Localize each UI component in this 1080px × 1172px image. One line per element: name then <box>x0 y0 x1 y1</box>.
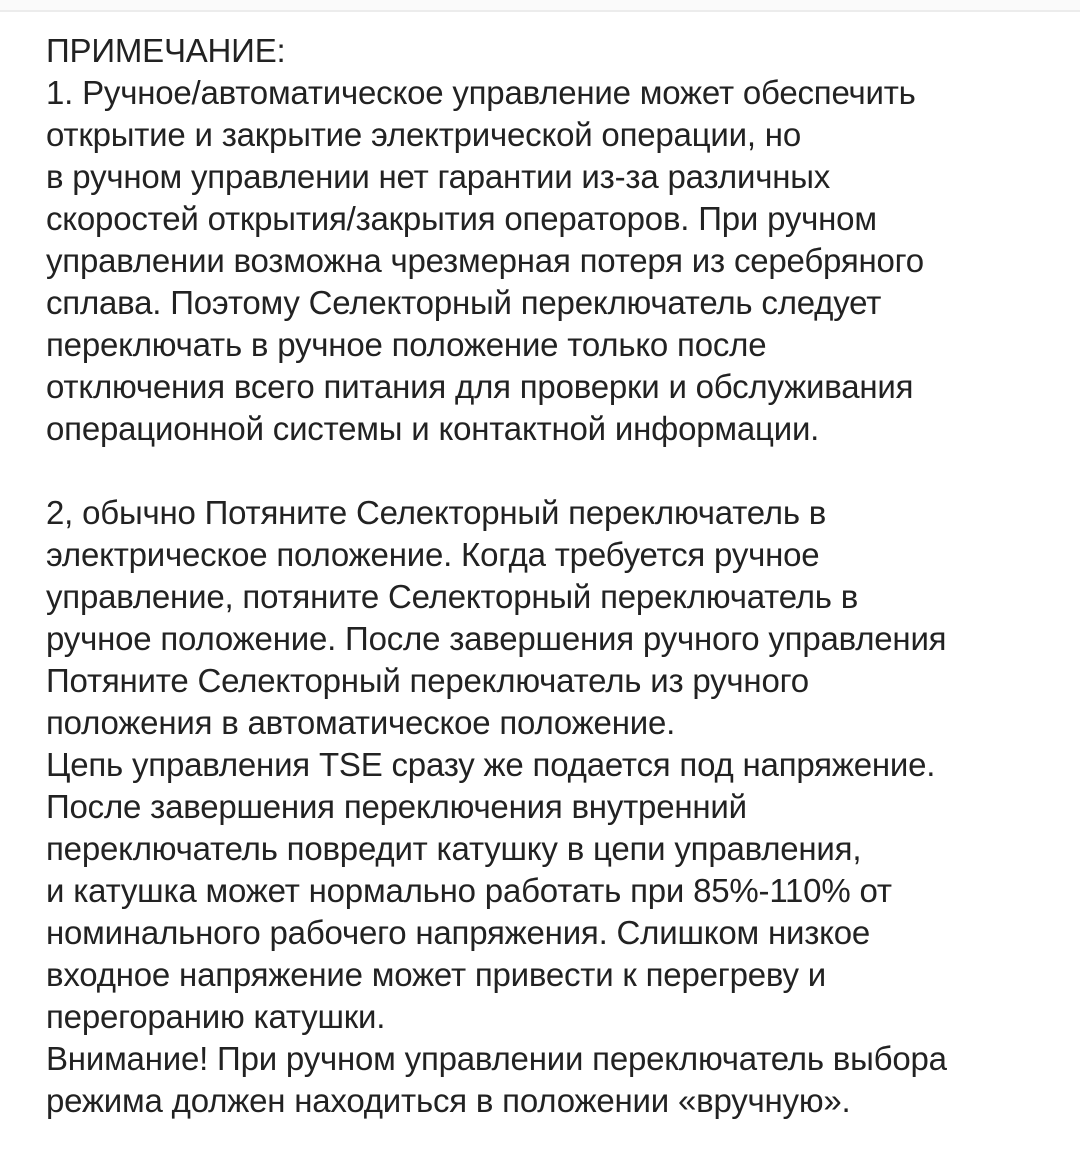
text-line: ручное положение. После завершения ручного управления <box>46 620 947 657</box>
text-line: открытие и закрытие электрической операции, но <box>46 116 801 153</box>
text-line: После завершения переключения внутренний <box>46 788 747 825</box>
text-line: переключатель повредит катушку в цепи управления, <box>46 830 862 867</box>
note-heading: ПРИМЕЧАНИЕ: <box>46 32 286 69</box>
text-line: 1. Ручное/автоматическое управление может обеспечить <box>46 74 916 111</box>
text-line: скоростей открытия/закрытия операторов. При ручном <box>46 200 877 237</box>
text-line: переключать в ручное положение только после <box>46 326 767 363</box>
text-line: Потяните Селекторный переключатель из ручного <box>46 662 809 699</box>
note-text-block <box>46 30 1056 1122</box>
text-line: сплава. Поэтому Селекторный переключатель следует <box>46 284 882 321</box>
text-line: Цепь управления TSE сразу же подается под напряжение. <box>46 746 936 783</box>
text-line: операционной системы и контактной информации. <box>46 410 820 447</box>
text-line: электрическое положение. Когда требуется ручное <box>46 536 820 573</box>
paragraph-spacer <box>46 450 1056 492</box>
text-line: положения в автоматическое положение. <box>46 704 676 741</box>
text-line: в ручном управлении нет гарантии из-за различных <box>46 158 831 195</box>
text-line: входное напряжение может привести к перегреву и <box>46 956 827 993</box>
paragraph-2 <box>46 492 1056 1122</box>
text-line: перегоранию катушки. <box>46 998 386 1035</box>
text-line: 2, обычно Потяните Селекторный переключатель в <box>46 494 827 531</box>
top-divider <box>0 0 1080 12</box>
text-line: Внимание! При ручном управлении переключатель выбора <box>46 1040 947 1077</box>
text-line: отключения всего питания для проверки и обслуживания <box>46 368 914 405</box>
text-line: управление, потяните Селекторный переключатель в <box>46 578 859 615</box>
text-line: и катушка может нормально работать при 85%-110% от <box>46 872 892 909</box>
text-line: режима должен находиться в положении «вручную». <box>46 1082 851 1119</box>
paragraph-1 <box>46 72 1056 450</box>
text-line: управлении возможна чрезмерная потеря из серебряного <box>46 242 924 279</box>
text-line: номинального рабочего напряжения. Слишком низкое <box>46 914 871 951</box>
